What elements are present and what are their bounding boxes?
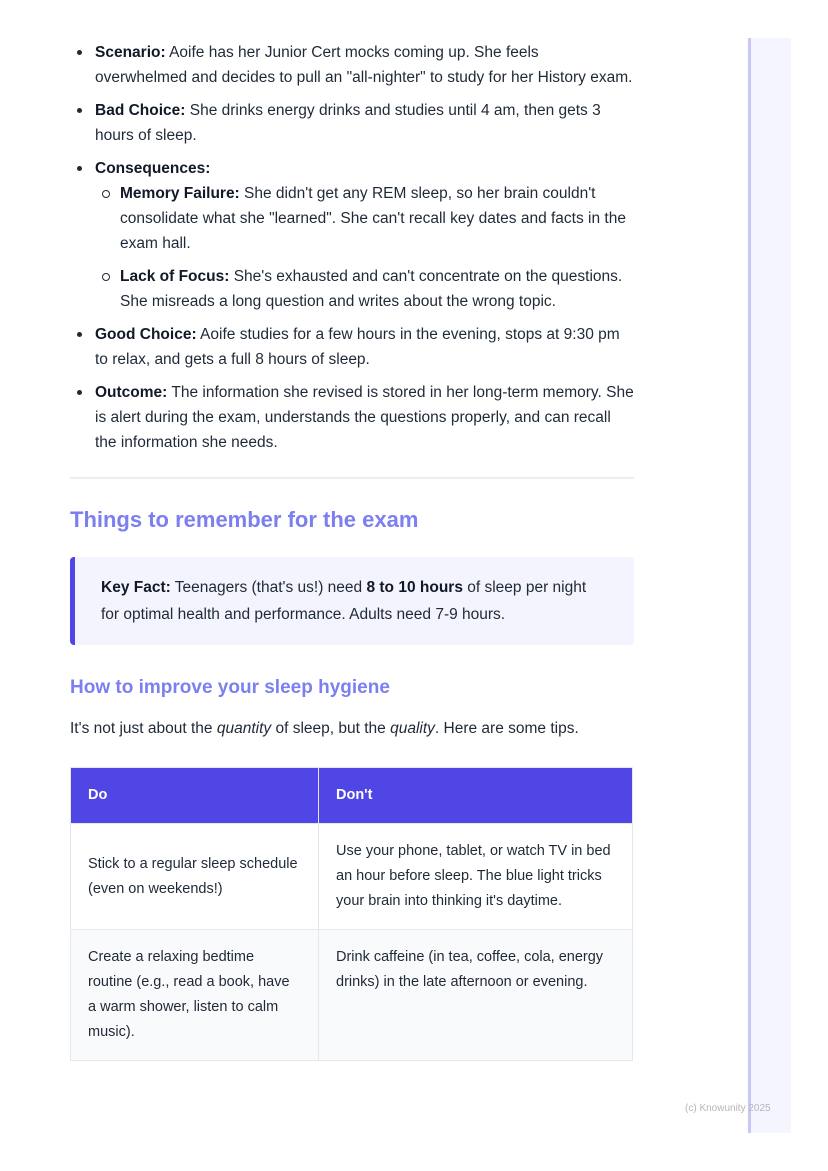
table-cell: Use your phone, tablet, or watch TV in bed an hour before sleep. The blue light tricks your brain into thinking it's daytime. bbox=[319, 824, 633, 930]
callout-text: of sleep per night for optimal health and performance. Adults need 7-9 hours. bbox=[101, 579, 587, 623]
item-label: Lack of Focus: bbox=[120, 268, 230, 285]
item-text: She drinks energy drinks and studies until 4 am, then gets 3 hours of sleep. bbox=[95, 102, 601, 144]
subsection-heading: How to improve your sleep hygiene bbox=[70, 677, 390, 698]
table-cell: Create a relaxing bedtime routine (e.g., read a book, have a warm shower, listen to calm music). bbox=[71, 930, 319, 1061]
table-row bbox=[71, 930, 633, 1061]
list-item bbox=[70, 380, 634, 455]
table-cell: Stick to a regular sleep schedule (even on weekends!) bbox=[71, 824, 319, 930]
intro-text: It's not just about the bbox=[70, 720, 217, 737]
item-label: Bad Choice: bbox=[95, 102, 186, 119]
copyright-watermark: (c) Knowunity 2025 bbox=[685, 1103, 771, 1114]
item-label: Consequences: bbox=[95, 160, 211, 177]
list-item bbox=[70, 98, 634, 148]
list-item bbox=[70, 156, 634, 314]
item-text: Aoife studies for a few hours in the evening, stops at 9:30 pm to relax, and gets a full 8 hours of sleep. bbox=[95, 326, 620, 368]
intro-emphasis: quality bbox=[390, 720, 435, 737]
divider bbox=[70, 477, 634, 479]
table-row bbox=[71, 824, 633, 930]
item-label: Outcome: bbox=[95, 384, 168, 401]
table-header-row bbox=[71, 768, 633, 824]
item-text: She's exhausted and can't concentrate on the questions. She misreads a long question and writes about the wrong topic. bbox=[120, 268, 623, 310]
intro-emphasis: quantity bbox=[216, 720, 272, 737]
item-text: She didn't get any REM sleep, so her brain couldn't consolidate what she "learned". She can't recall key dates and facts in the exam hall. bbox=[120, 185, 626, 252]
intro-text: of sleep, but the bbox=[271, 720, 391, 737]
callout-bold: 8 to 10 hours bbox=[366, 579, 463, 596]
table-cell: Drink caffeine (in tea, coffee, cola, energy drinks) in the late afternoon or evening. bbox=[319, 930, 633, 1061]
list-item bbox=[95, 264, 634, 314]
section-heading: Things to remember for the exam bbox=[70, 507, 419, 532]
document-content bbox=[70, 40, 634, 1061]
item-label: Good Choice: bbox=[95, 326, 197, 343]
list-item bbox=[70, 40, 634, 90]
list-item bbox=[95, 181, 634, 256]
item-text: The information she revised is stored in her long-term memory. She is alert during the exam, understands the questions properly, and can recall the information she needs. bbox=[95, 384, 634, 451]
tips-table bbox=[70, 767, 633, 1061]
column-header-do: Do bbox=[71, 768, 319, 824]
list-item bbox=[70, 322, 634, 372]
intro-text: . Here are some tips. bbox=[434, 720, 579, 737]
item-label: Memory Failure: bbox=[120, 185, 240, 202]
intro-paragraph bbox=[70, 716, 634, 741]
scenario-list bbox=[70, 40, 634, 455]
item-text: Aoife has her Junior Cert mocks coming up. She feels overwhelmed and decides to pull an "all-nighter" to study for her History exam. bbox=[95, 44, 633, 86]
column-header-dont: Don't bbox=[319, 768, 633, 824]
item-label: Scenario: bbox=[95, 44, 166, 61]
callout-label: Key Fact: bbox=[101, 579, 171, 596]
callout-text: Teenagers (that's us!) need bbox=[170, 579, 367, 596]
consequences-list bbox=[95, 181, 634, 314]
key-fact-callout bbox=[70, 557, 634, 645]
side-margin-panel bbox=[748, 38, 791, 1133]
